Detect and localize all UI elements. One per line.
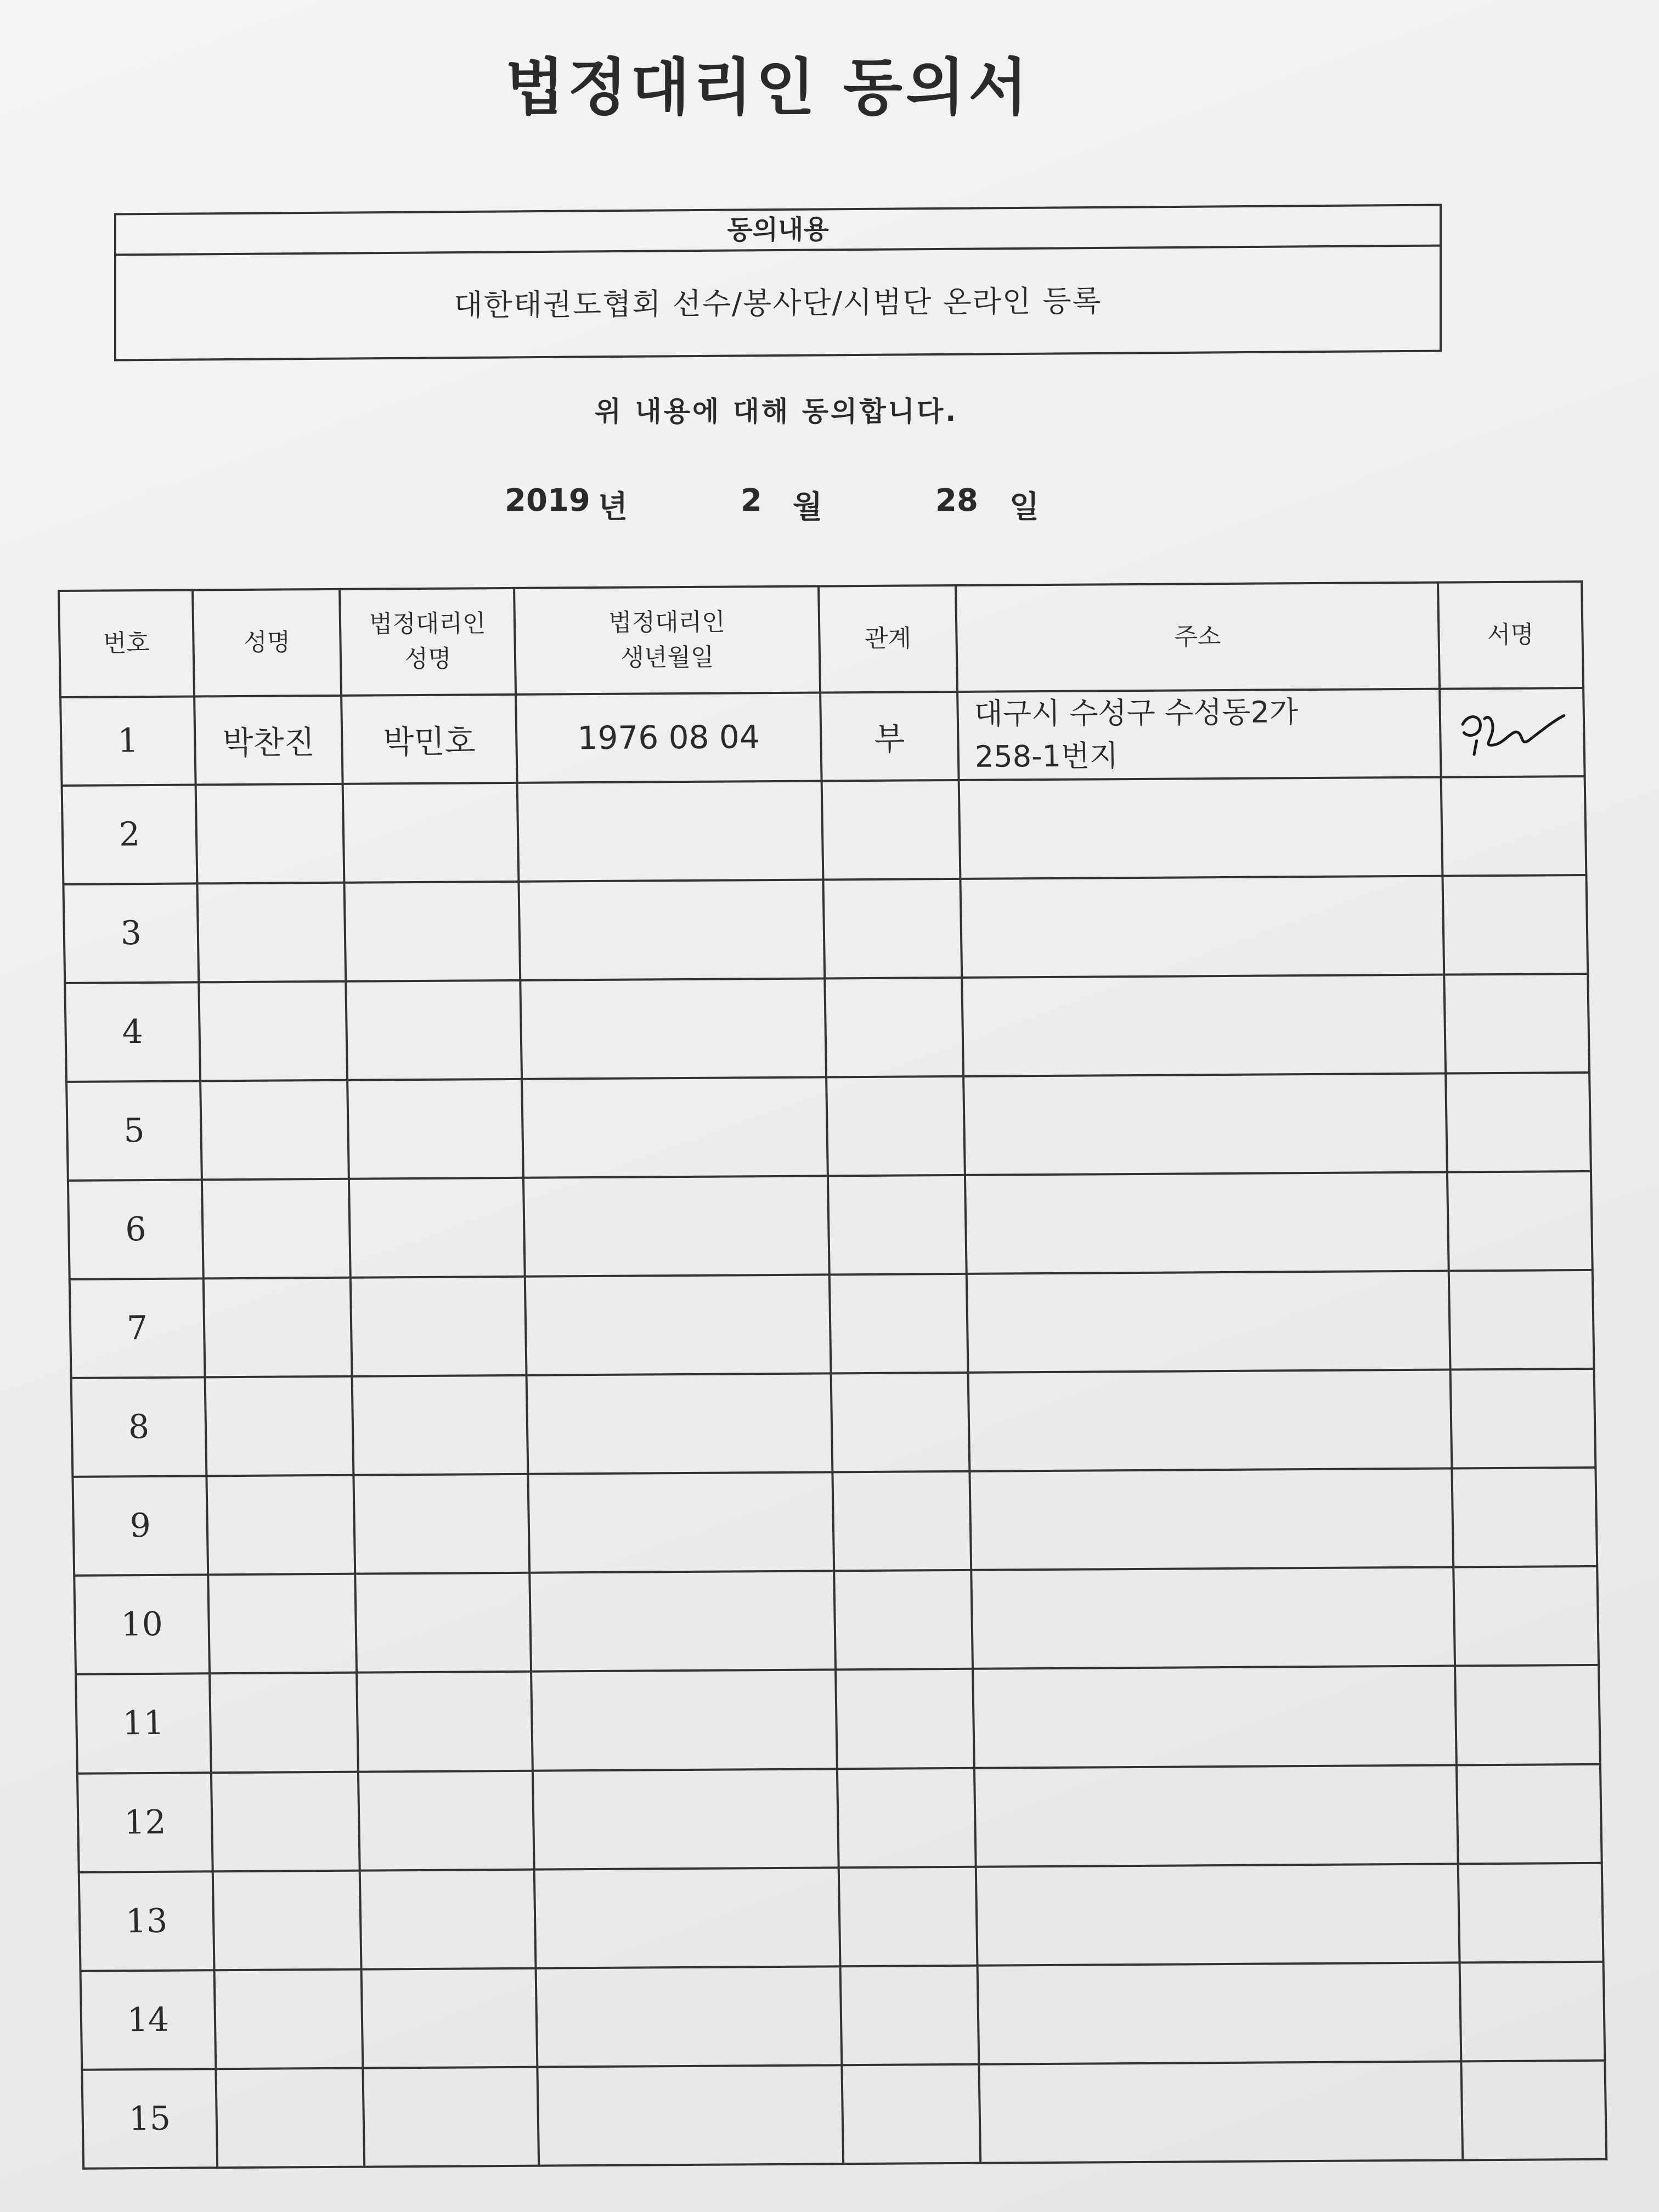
relation: [839, 1866, 978, 1966]
address-line2: 258-1번지: [974, 738, 1119, 775]
header-relation: 관계: [819, 585, 957, 693]
document-title: 법정대리인 동의서: [505, 52, 1031, 123]
row-number: 15: [82, 2069, 217, 2169]
address: [962, 974, 1445, 1076]
row-number: 14: [81, 1970, 216, 2070]
signature-cell: [1441, 776, 1586, 876]
signature-cell: [1457, 1764, 1602, 1864]
student-name: [215, 1969, 363, 2069]
row-number: 2: [62, 785, 198, 884]
guardian-name: [345, 882, 520, 981]
guardian-name: [358, 1770, 534, 1870]
guardian-name: 박민호: [342, 695, 517, 784]
address: [974, 1765, 1458, 1866]
address: [969, 1469, 1453, 1570]
table-row: [63, 875, 1588, 983]
address: [971, 1567, 1454, 1669]
relation: [834, 1570, 973, 1670]
header-guardian-birth: [514, 586, 820, 695]
row-number: 4: [65, 982, 200, 1082]
guardian-name: [343, 782, 518, 882]
student-name: [199, 981, 347, 1081]
guardian-birthdate: [528, 1472, 834, 1573]
guardian-birthdate: [537, 2065, 843, 2166]
student-name: [197, 882, 346, 982]
relation: [830, 1274, 968, 1374]
date-day-unit: 일: [1009, 489, 1040, 525]
consent-content: 대한태권도협회 선수/봉사단/시범단 온라인 등록: [454, 283, 1102, 323]
header-name: 성명: [193, 589, 341, 697]
guardian-birthdate: [518, 879, 825, 980]
header-guardian-name-line2: 성명: [404, 645, 452, 674]
guardian-birthdate: [517, 781, 823, 881]
guardian-birthdate: [526, 1374, 832, 1474]
address: [976, 1864, 1459, 1965]
student-name: [210, 1673, 358, 1773]
address-line1: 대구시 수성구 수성동2가: [974, 695, 1299, 731]
student-name: 박찬진: [194, 696, 343, 785]
row-number: 8: [71, 1378, 207, 1477]
guardian-name: [346, 980, 522, 1080]
row-number: 11: [76, 1674, 211, 1774]
signature-cell: [1450, 1369, 1595, 1469]
row-number: 3: [63, 883, 199, 983]
guardian-name: [349, 1178, 524, 1278]
date-year: 2019: [505, 483, 590, 518]
signature-cell: [1446, 1073, 1591, 1172]
guardian-birthdate: [522, 1077, 828, 1177]
address: [957, 689, 1441, 780]
address: [968, 1370, 1452, 1471]
relation: [842, 2064, 980, 2164]
signature-cell: [1458, 1863, 1603, 1962]
date-month-unit: 월: [793, 489, 823, 525]
relation: 부: [820, 692, 959, 781]
header-guardian-birth-line2: 생년월일: [620, 643, 714, 672]
signature-cell: [1442, 875, 1588, 975]
guardian-name: [357, 1672, 533, 1771]
guardian-name: [351, 1277, 526, 1376]
guardian-birthdate: [529, 1571, 836, 1672]
signature-cell: [1447, 1171, 1593, 1271]
student-name: [205, 1376, 354, 1476]
row-number: 12: [77, 1773, 213, 1872]
header-number: 번호: [59, 590, 194, 697]
guardian-birthdate: [520, 978, 826, 1079]
signature-cell: [1459, 1962, 1605, 2062]
guardian-name: [363, 2067, 539, 2166]
row-number: 9: [72, 1476, 208, 1576]
header-signature: 서명: [1438, 582, 1583, 689]
table-body: [60, 688, 1606, 2169]
address: [978, 1962, 1461, 2064]
student-name: [204, 1278, 352, 1378]
relation: [831, 1373, 969, 1472]
consent-header: 동의내용: [116, 206, 1440, 256]
student-name: [206, 1475, 355, 1575]
row-number: 13: [79, 1871, 215, 1971]
signature-cell: [1453, 1566, 1599, 1666]
guardian-birthdate: [524, 1274, 831, 1375]
guardian-birthdate: [523, 1176, 830, 1276]
row-number: 1: [60, 696, 196, 785]
table-row: [70, 1270, 1594, 1378]
guardian-birthdate: 1976 08 04: [516, 693, 822, 783]
table-row: [65, 974, 1589, 1082]
guardian-name: [352, 1375, 528, 1475]
student-name: [196, 783, 345, 883]
guardian-name: [354, 1474, 529, 1574]
address: [973, 1666, 1456, 1768]
guardian-birthdate: [534, 1867, 840, 1968]
table-row: [71, 1369, 1596, 1477]
student-name: [211, 1771, 360, 1871]
relation: [836, 1669, 974, 1769]
address: [963, 1073, 1447, 1175]
table-row: [77, 1764, 1602, 1872]
guardian-birthdate: [533, 1769, 839, 1869]
header-guardian-name: [340, 588, 516, 696]
table-row: [60, 688, 1585, 786]
consent-box: [114, 204, 1442, 362]
guardian-birthdate: [531, 1670, 837, 1770]
row-number: 5: [66, 1081, 202, 1181]
student-name: [208, 1574, 357, 1674]
guardian-name: [348, 1079, 523, 1179]
signature-cell: [1444, 974, 1589, 1074]
table-row: [76, 1665, 1600, 1773]
signature-cell: [1448, 1270, 1594, 1370]
table-row: [72, 1468, 1597, 1576]
table-row: [74, 1566, 1599, 1674]
address: [967, 1271, 1450, 1373]
table-row: [66, 1073, 1591, 1181]
row-number: 7: [70, 1278, 205, 1378]
relation: [832, 1471, 971, 1571]
student-name: [216, 2068, 364, 2168]
guardian-name: [356, 1573, 531, 1673]
signature-cell: [1452, 1468, 1597, 1567]
student-name: [213, 1870, 362, 1970]
guardian-birthdate: [535, 1966, 842, 2067]
relation: [840, 1965, 979, 2065]
table-row: [81, 1962, 1605, 2070]
table-row: [62, 776, 1587, 884]
relation: [823, 879, 962, 979]
handwritten-signature: [1451, 702, 1573, 763]
row-number: 10: [74, 1575, 210, 1675]
header-guardian-birth-line1: 법정대리인: [608, 608, 726, 637]
guardian-table: [58, 580, 1607, 2170]
date-day: 28: [935, 483, 978, 518]
relation: [825, 978, 963, 1077]
signature-cell: [1461, 2061, 1606, 2160]
date-month: 2: [741, 483, 762, 518]
address: [960, 876, 1443, 977]
relation: [828, 1175, 967, 1275]
table-row: [82, 2061, 1606, 2169]
header-address: 주소: [956, 583, 1440, 692]
table-row: [79, 1863, 1604, 1971]
agreement-statement: 위 내용에 대해 동의합니다.: [594, 396, 958, 427]
address: [979, 2061, 1462, 2163]
signature-cell: [1440, 688, 1585, 777]
relation: [822, 780, 961, 880]
relation: [826, 1076, 965, 1176]
date-year-unit: 년: [598, 489, 628, 525]
header-guardian-name-line1: 법정대리인: [369, 610, 486, 639]
address: [965, 1172, 1448, 1273]
address: [959, 777, 1442, 878]
student-name: [200, 1080, 349, 1180]
signature-cell: [1455, 1665, 1600, 1765]
guardian-name: [362, 1968, 537, 2068]
table-row: [68, 1171, 1593, 1279]
relation: [837, 1768, 976, 1867]
row-number: 6: [68, 1180, 204, 1279]
guardian-name: [360, 1869, 535, 1969]
student-name: [202, 1179, 351, 1279]
